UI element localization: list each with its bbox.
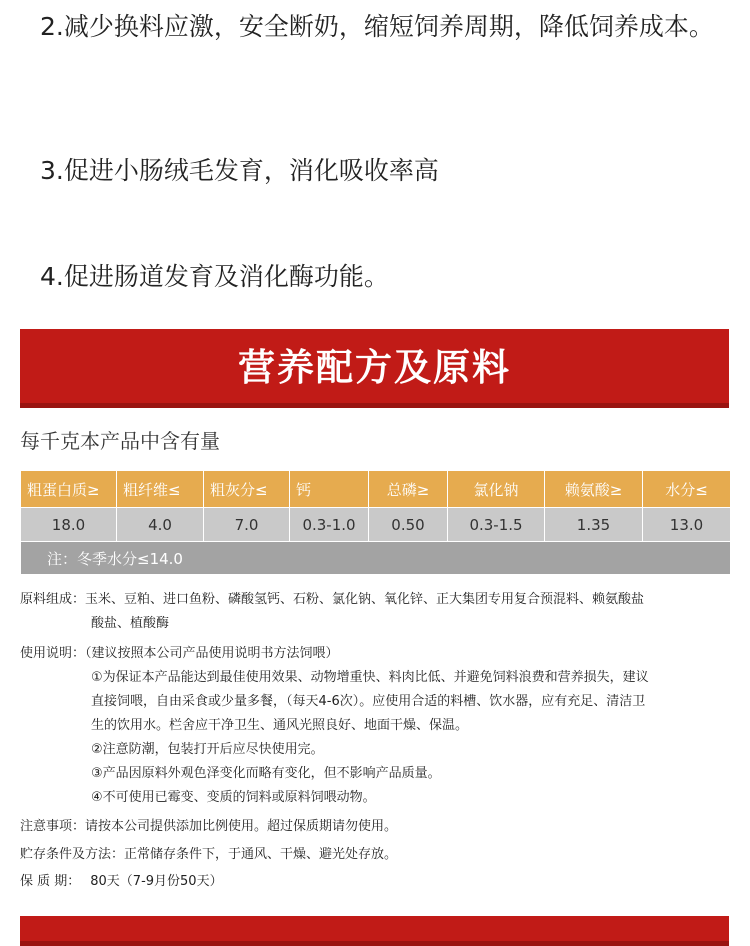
usage-line: [20, 642, 339, 666]
value-sodium-chloride: 0.3-1.5: [448, 508, 545, 542]
section-banner: [20, 329, 729, 408]
notes-line: [20, 815, 397, 839]
value-calcium: 0.3-1.0: [290, 508, 369, 542]
value-crude-protein: 18.0: [21, 508, 117, 542]
notes-label: 注意事项：: [20, 819, 86, 834]
usage-label: 使用说明：: [20, 646, 86, 661]
header-lysine: 赖氨酸≥: [545, 471, 643, 508]
header-moisture: 水分≤: [643, 471, 731, 508]
table-note-row: [21, 542, 731, 575]
winter-moisture-note: 注：冬季水分≤14.0: [21, 542, 731, 575]
usage-item-1-line-2: 直接饲喂，自由采食或少量多餐，（每天4-6次）。应使用合适的料槽、饮水器，应有充足、清洁卫: [91, 694, 646, 709]
header-crude-fiber: 粗纤维≤: [117, 471, 204, 508]
next-section-banner: [20, 916, 729, 946]
table-row: [21, 508, 731, 542]
shelf-life-line: [20, 870, 223, 894]
table-caption: 每千克本产品中含有量: [20, 429, 220, 453]
usage-item-4: ④不可使用已霉变、变质的饲料或原料饲喂动物。: [91, 790, 376, 805]
usage-item-1-line-3: 生的饮用水。栏舍应干净卫生、通风光照良好、地面干燥、保温。: [91, 718, 469, 733]
header-calcium: 钙: [290, 471, 369, 508]
value-lysine: 1.35: [545, 508, 643, 542]
storage-text: 正常储存条件下，于通风、干燥、避光处存放。: [124, 847, 398, 862]
value-total-phosphorus: 0.50: [369, 508, 448, 542]
notes-text: 请按本公司提供添加比例使用。超过保质期请勿使用。: [85, 819, 398, 834]
benefit-item-4: 4.促进肠道发育及消化酶功能。: [40, 262, 389, 291]
shelf-life-text: 80天（7-9月份50天）: [90, 874, 223, 889]
header-total-phosphorus: 总磷≥: [369, 471, 448, 508]
usage-intro: （建议按照本公司产品使用说明书方法饲喂）: [85, 646, 339, 661]
usage-item-2: ②注意防潮，包装打开后应尽快使用完。: [91, 742, 324, 757]
header-sodium-chloride: 氯化钠: [448, 471, 545, 508]
storage-line: [20, 843, 397, 867]
ingredients-line-1: [20, 588, 644, 612]
section-title: 营养配方及原料: [238, 346, 511, 389]
ingredients-label: 原料组成：: [20, 592, 86, 607]
usage-item-3: ③产品因原料外观色泽变化而略有变化，但不影响产品质量。: [91, 766, 441, 781]
value-crude-ash: 7.0: [204, 508, 290, 542]
ingredients-line-2: 酸盐、植酸酶: [91, 616, 170, 631]
benefit-item-3: 3.促进小肠绒毛发育，消化吸收率高: [40, 156, 439, 185]
storage-label: 贮存条件及方法：: [20, 847, 125, 862]
header-crude-protein: 粗蛋白质≥: [21, 471, 117, 508]
nutrition-table: [20, 470, 731, 575]
benefit-item-2: 2.减少换料应激，安全断奶，缩短饲养周期，降低饲养成本。: [40, 12, 714, 41]
value-crude-fiber: 4.0: [117, 508, 204, 542]
header-crude-ash: 粗灰分≤: [204, 471, 290, 508]
usage-item-1-line-1: ①为保证本产品能达到最佳使用效果、动物增重快、料肉比低、并避免饲料浪费和营养损失，建议: [91, 670, 649, 685]
table-header-row: [21, 471, 731, 508]
shelf-life-label: 保 质 期：: [20, 874, 81, 889]
value-moisture: 13.0: [643, 508, 731, 542]
ingredients-text: 玉米、豆粕、进口鱼粉、磷酸氢钙、石粉、氯化钠、氧化锌、正大集团专用复合预混料、赖氨酸盐: [85, 592, 645, 607]
